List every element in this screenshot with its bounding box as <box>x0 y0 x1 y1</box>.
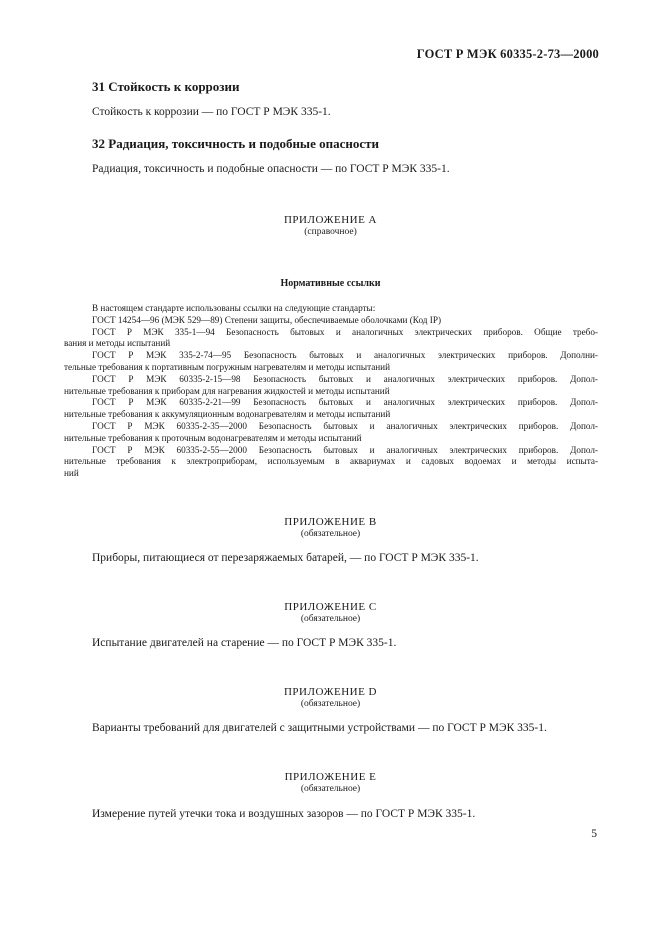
appendix-d-status: (обязательное) <box>300 699 361 709</box>
section-31-text: Стойкость к коррозии — по ГОСТ Р МЭК 335-1. <box>92 106 331 118</box>
reference-line: ГОСТ Р МЭК 60335-2-21—99 Безопасность бытовых и аналогичных электрических приборов. Допол- <box>92 397 598 408</box>
section-31-title: 31 Стойкость к коррозии <box>92 79 240 94</box>
appendix-c-text: Испытание двигателей на старение — по ГОСТ Р МЭК 335-1. <box>92 637 397 649</box>
reference-line: ГОСТ Р МЭК 335-2-74—95 Безопасность бытовых и аналогичных электрических приборов. Дополни- <box>92 350 598 361</box>
normative-references-heading: Нормативные ссылки <box>280 278 381 289</box>
appendix-d-text: Варианты требований для двигателей с защитными устройствами — по ГОСТ Р МЭК 335-1. <box>92 722 547 734</box>
document-code-header: ГОСТ Р МЭК 60335-2-73—2000 <box>416 47 599 61</box>
appendix-c-title: ПРИЛОЖЕНИЕ С <box>284 601 377 613</box>
reference-line: ГОСТ Р МЭК 60335-2-55—2000 Безопасность бытовых и аналогичных электрических приборов. Допол- <box>92 444 598 455</box>
reference-line: ний <box>64 468 79 479</box>
reference-line: ГОСТ Р МЭК 335-1—94 Безопасность бытовых и аналогичных электрических приборов. Общие требо- <box>92 326 598 337</box>
reference-line: нительные требования к проточным водонагревателям и методы испытаний <box>64 432 362 443</box>
appendix-c-status: (обязательное) <box>300 614 361 624</box>
reference-line: нительные требования к электроприборам, используемым в аквариумах и садовых водоемах и методы испыта- <box>64 456 598 467</box>
section-32-text: Радиация, токсичность и подобные опасности — по ГОСТ Р МЭК 335-1. <box>92 163 450 175</box>
appendix-b-text: Приборы, питающиеся от перезаряжаемых батарей, — по ГОСТ Р МЭК 335-1. <box>92 552 479 564</box>
appendix-e-status: (обязательное) <box>300 784 361 794</box>
appendix-b-title: ПРИЛОЖЕНИЕ В <box>284 516 377 528</box>
reference-line: ГОСТ Р МЭК 60335-2-15—98 Безопасность бытовых и аналогичных электрических приборов. Допол- <box>92 373 598 384</box>
appendix-b-status: (обязательное) <box>300 529 361 539</box>
appendix-e-text: Измерение путей утечки тока и воздушных зазоров — по ГОСТ Р МЭК 335-1. <box>92 808 476 820</box>
appendix-a-status: (справочное) <box>304 227 357 237</box>
appendix-e-title: ПРИЛОЖЕНИЕ Е <box>284 771 377 783</box>
reference-line: нительные требования к приборам для нагревания жидкостей и методы испытаний <box>64 385 390 396</box>
normative-references-list <box>64 303 598 480</box>
reference-line: ГОСТ 14254—96 (МЭК 529—89) Степени защиты, обеспечиваемые оболочками (Код IP) <box>92 314 442 325</box>
reference-line: ГОСТ Р МЭК 60335-2-35—2000 Безопасность бытовых и аналогичных электрических приборов. Допол- <box>92 420 598 431</box>
reference-line: вания и методы испытаний <box>64 338 171 349</box>
reference-line: тельные требования к портативным погружным нагревателям и методы испытаний <box>64 361 391 372</box>
section-32-title: 32 Радиация, токсичность и подобные опасности <box>92 136 380 151</box>
appendix-d-title: ПРИЛОЖЕНИЕ D <box>283 686 377 698</box>
reference-line: нительные требования к аккумуляционным водонагревателям и методы испытаний <box>64 409 391 420</box>
reference-intro-line: В настоящем стандарте использованы ссылки на следующие стандарты: <box>92 303 376 313</box>
appendix-a-title: ПРИЛОЖЕНИЕ А <box>283 214 377 226</box>
page-number: 5 <box>591 828 597 840</box>
